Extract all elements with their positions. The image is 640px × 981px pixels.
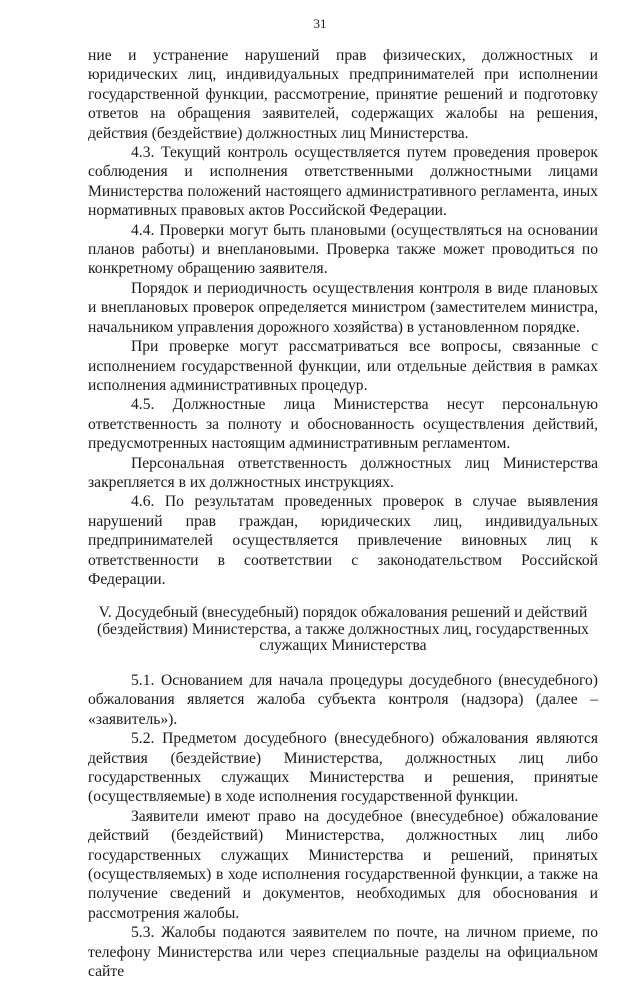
paragraph-5-1: 5.1. Основанием для начала процедуры досудебного (внесудебного) обжалования является жалоба субъекта контроля (надзора) (далее – «заявитель»). xyxy=(88,671,598,728)
paragraph-5-3: 5.3. Жалобы подаются заявителем по почте, на личном приеме, по телефону Министерства или через специальные разделы на официальном сайте xyxy=(88,924,598,980)
paragraph-4-5: 4.5. Должностные лица Министерства несут персональную ответственность за полноту и обоснованность осуществления действий, предусмотренных настоящим административным регламентом. xyxy=(88,396,598,453)
paragraph-inspection-order: Порядок и периодичность осуществления контроля в виде плановых и внеплановых проверок определяется министром (заместителем министра, начальником управления дорожного хозяйства) в установленном порядке. xyxy=(88,279,598,336)
document-body xyxy=(88,46,598,981)
paragraph-5-2: 5.2. Предметом досудебного (внесудебного) обжалования являются действия (бездействие) Министерства, должностных лиц либо государственных служащих Министерства и решения, принятые (осуществляемые) в ходе исполнения государственной функции. xyxy=(88,730,598,806)
paragraph-4-6: 4.6. По результатам проведенных проверок в случае выявления нарушений прав граждан, юридических лиц, индивидуальных предпринимателей осуществляется привлечение виновных лиц к ответственности в соответствии с законодательством Российской Федерации. xyxy=(88,493,598,588)
paragraph-inspection-questions: При проверке могут рассматриваться все вопросы, связанные с исполнением государственной функции, или отдельные действия в рамках исполнения административных процедур. xyxy=(88,338,598,394)
paragraph-appeal-rights: Заявители имеют право на досудебное (внесудебное) обжалование действий (бездействий) Министерства, должностных лиц либо государственных служащих Министерства и решений, принятых (осуществляемых) в ходе исполнения государственной функции, а также на получение сведений и документов, необходимых для обоснования и рассмотрения жалобы. xyxy=(88,807,598,922)
page-number: 31 xyxy=(313,16,327,31)
paragraph-personal-responsibility: Персональная ответственность должностных лиц Министерства закрепляется в их должностных инструкциях. xyxy=(88,454,598,491)
paragraph-continuation: ние и устранение нарушений прав физических, должностных и юридических лиц, индивидуальных предпринимателей при исполнении государственной функции, рассмотрение, принятие решений и подготовку ответов на обращения заявителей, содержащих жалобы на решения, действия (бездействие) должностных лиц Министерства. xyxy=(88,47,598,142)
paragraph-4-4: 4.4. Проверки могут быть плановыми (осуществляться на основании планов работы) и внеплановыми. Проверка также может проводиться по конкретному обращению заявителя. xyxy=(88,221,598,278)
section-heading: V. Досудебный (внесудебный) порядок обжалования решений и действий (бездействия) Министерства, а также должностных лиц, государственных служащих Министерства xyxy=(97,604,589,655)
paragraph-4-3: 4.3. Текущий контроль осуществляется путем проведения проверок соблюдения и исполнения ответственными должностными лицами Министерства положений настоящего административного регламента, иных нормативных правовых актов Российской Федерации. xyxy=(88,144,598,220)
